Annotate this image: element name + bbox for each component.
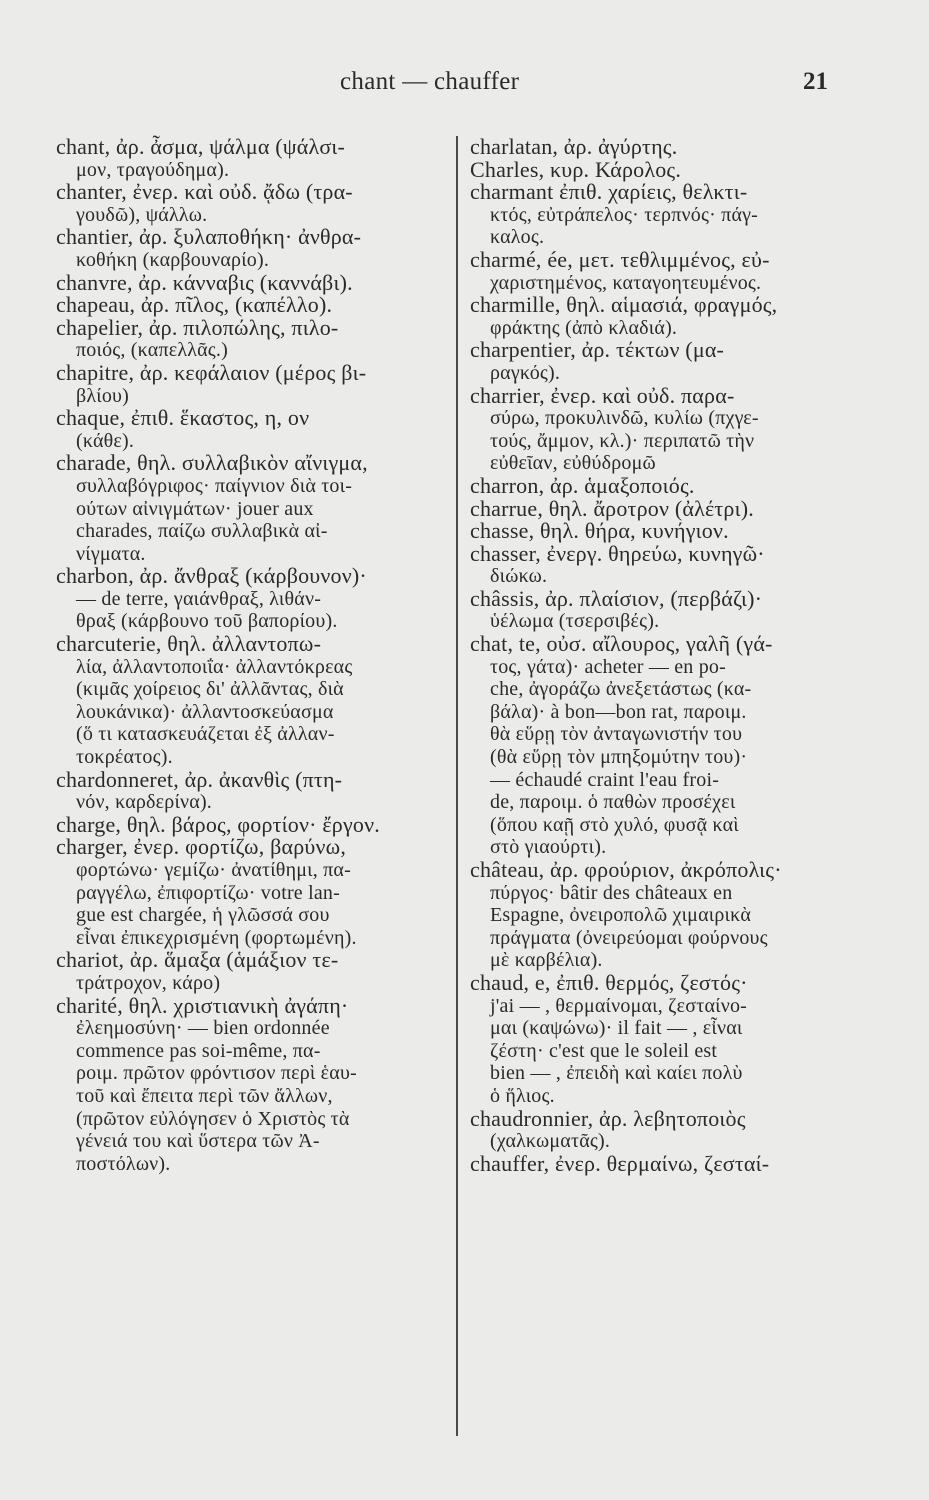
entry-continuation: ούτων αἰνιγμάτων· jouer aux <box>76 497 314 520</box>
entry-headline: chasser, ἐνεργ. θηρεύω, κυνηγῶ· <box>470 540 765 566</box>
entry-continuation: ποστόλων). <box>76 1152 171 1175</box>
entry-continuation: bien — , ἐπειδὴ καὶ καίει πολὺ <box>490 1062 743 1085</box>
entry-headline: charpentier, ἀρ. τέκτων (μα- <box>470 337 725 363</box>
right-column <box>470 136 842 1175</box>
entry-continuation: (κάθε). <box>76 429 135 452</box>
entry-continuation: στὸ γιαούρτι). <box>490 836 607 859</box>
entry-continuation: τράτροχον, κάρο) <box>76 971 221 994</box>
running-head: chant — chauffer <box>340 68 520 95</box>
entry-headline: charge, θηλ. βάρος, φορτίον· ἔργον. <box>56 811 380 837</box>
entry-continuation: κοθήκη (καρβουναρίο). <box>76 248 270 271</box>
entry-headline: chant, ἀρ. ἆσμα, ψάλμα (ψάλσι- <box>56 134 346 159</box>
entry-continuation: ραγγέλω, ἐπιφορτίζω· votre lan- <box>76 881 340 904</box>
entry-continuation: τούς, ἄμμον, κλ.)· περιπατῶ τὴν <box>490 429 755 452</box>
entry-continuation: συλλαβόγριφος· παίγνιον διὰ τοι- <box>76 474 353 497</box>
entry-continuation: τοκρέατος). <box>76 746 173 769</box>
entry-continuation: che, ἀγοράζω ἀνεξετάστως (κα- <box>490 678 752 701</box>
entry-continuation: γένειά του καὶ ὕστερα τῶν Ἀ- <box>76 1130 320 1153</box>
entry-continuation: εἶναι ἐπικεχρισμένη (φορτωμένη). <box>76 926 357 949</box>
entry-continuation: ζέστη· c'est que le soleil est <box>490 1039 718 1062</box>
entry-headline: chapelier, ἀρ. πιλοπώλης, πιλο- <box>56 314 339 340</box>
entry-continuation: de, παροιμ. ὁ παθὼν προσέχει <box>490 791 736 814</box>
entry-headline: châssis, ἀρ. πλαίσιον, (περβάζι)· <box>470 585 763 611</box>
entry-headline: Charles, κυρ. Κάρολος. <box>470 156 682 182</box>
entry-continuation: σύρω, προκυλινδῶ, κυλίω (πχγε- <box>490 407 759 430</box>
entry-continuation: gue est chargée, ἡ γλῶσσά σου <box>76 904 330 927</box>
page-header <box>0 64 929 104</box>
entry-headline: charade, θηλ. συλλαβικὸν αἴνιγμα, <box>56 450 368 476</box>
entry-continuation: ὑέλωμα (τσερσιβές). <box>490 610 660 633</box>
entry-continuation: μαι (καψώνω)· il fait — , εἶναι <box>490 1017 743 1040</box>
entry-headline: charlatan, ἀρ. ἀγύρτης. <box>470 134 678 159</box>
entry-continuation: ὁ ἥλιος. <box>490 1084 555 1107</box>
entry-continuation: γουδῶ), ψάλλω. <box>76 203 208 226</box>
entry-headline: charrier, ἐνερ. καὶ οὐδ. παρα- <box>470 382 735 408</box>
entry-headline: chasse, θηλ. θήρα, κυνήγιον. <box>470 518 729 544</box>
entry-headline: charmille, θηλ. αἱμασιά, φραγμός, <box>470 292 778 318</box>
entry-continuation: βλίου) <box>76 384 130 407</box>
entry-headline: chardonneret, ἀρ. ἀκανθὶς (πτη- <box>56 766 343 792</box>
column-divider <box>456 136 458 1436</box>
entry-headline: chapitre, ἀρ. κεφάλαιον (μέρος βι- <box>56 359 367 385</box>
entry-headline: chaque, ἐπιθ. ἕκαστος, η, ον <box>56 405 310 431</box>
entry-continuation: (χαλκωματᾶς). <box>490 1130 611 1153</box>
entry-continuation: θραξ (κάρβουνο τοῦ βαπορίου). <box>76 610 338 633</box>
entry-continuation: τος, γάτα)· acheter — en po- <box>490 655 726 678</box>
entry-continuation: νόν, καρδερίνα). <box>76 791 213 814</box>
entry-continuation: charades, παίζω συλλαβικὰ αἰ- <box>76 520 328 543</box>
entry-continuation: (κιμᾶς χοίρειος δι' ἀλλᾶντας, διὰ <box>76 678 344 701</box>
entry-continuation: (θὰ εὕρῃ τὸν μπηξομύτην του)· <box>490 746 748 769</box>
entry-headline: chanvre, ἀρ. κάνναβις (καννάβι). <box>56 269 353 295</box>
entry-headline: chapeau, ἀρ. πῖλος, (καπέλλο). <box>56 292 333 318</box>
entry-continuation: (ὅ τι κατασκευάζεται ἐξ ἀλλαν- <box>76 723 335 746</box>
entry-continuation: — de terre, γαιάνθραξ, λιθάν- <box>76 587 322 610</box>
entry-continuation: φράκτης (ἀπὸ κλαδιά). <box>490 316 678 339</box>
entry-continuation: λία, ἀλλαντοποιΐα· ἀλλαντόκρεας <box>76 655 353 678</box>
entry-continuation: ἐλεημοσύνη· — bien ordonnée <box>76 1017 330 1040</box>
entry-continuation: εὐθεῖαν, εὐθύδρομῶ <box>490 452 656 475</box>
entry-continuation: πράγματα (ὀνειρεύομαι φούρνους <box>490 926 768 949</box>
entry-headline: chantier, ἀρ. ξυλαποθήκη· ἀνθρα- <box>56 224 362 250</box>
entry-continuation: νίγματα. <box>76 542 146 565</box>
entry-continuation: κτός, εὐτράπελος· τερπνός· πάγ- <box>490 203 759 226</box>
entry-continuation: ποιός, (καπελλᾶς.) <box>76 339 228 362</box>
entry-headline: charger, ἐνερ. φορτίζω, βαρύνω, <box>56 834 347 860</box>
entry-continuation: καλος. <box>490 226 545 249</box>
entry-headline: chauffer, ἐνερ. θερμαίνω, ζεσταί- <box>470 1150 770 1176</box>
entry-headline: chat, te, οὐσ. αἴλουρος, γαλῆ (γά- <box>470 631 773 657</box>
entry-continuation: j'ai — , θερμαίνομαι, ζεσταίνο- <box>490 994 748 1017</box>
entry-continuation: — échaudé craint l'eau froi- <box>490 768 720 791</box>
entry-headline: charbon, ἀρ. ἄνθραξ (κάρβουνον)· <box>56 563 367 589</box>
entry-headline: charrue, θηλ. ἄροτρον (ἀλέτρι). <box>470 495 754 521</box>
entry-continuation: θὰ εὕρῃ τὸν ἀνταγωνιστήν του <box>490 723 743 746</box>
entry-headline: charmé, ée, μετ. τεθλιμμένος, εὐ- <box>470 246 770 272</box>
left-column <box>56 136 446 1175</box>
entry-headline: chanter, ἐνερ. καὶ οὐδ. ᾄδω (τρα- <box>56 179 353 205</box>
entry-continuation: ροιμ. πρῶτον φρόντισον περὶ ἑαυ- <box>76 1062 357 1085</box>
entry-continuation: πύργος· bâtir des châteaux en <box>490 881 733 904</box>
entry-headline: charron, ἀρ. ἁμαξοποιός. <box>470 472 695 498</box>
entry-headline: chaudronnier, ἀρ. λεβητοποιὸς <box>470 1105 746 1131</box>
entry-continuation: Espagne, ὀνειροπολῶ χιμαιρικὰ <box>490 904 752 927</box>
entry-continuation: ραγκός). <box>490 361 561 384</box>
entry-headline: charcuterie, θηλ. ἀλλαντοπω- <box>56 631 322 657</box>
entry-continuation: τοῦ καὶ ἔπειτα περὶ τῶν ἄλλων, <box>76 1084 333 1107</box>
entry-headline: charmant ἐπιθ. χαρίεις, θελκτι- <box>470 179 748 205</box>
entry-continuation: λουκάνικα)· ἀλλαντοσκεύασμα <box>76 700 334 723</box>
entry-continuation: (πρῶτον εὐλόγησεν ὁ Χριστὸς τὰ <box>76 1107 350 1130</box>
entry-continuation: μον, τραγούδημα). <box>76 158 230 181</box>
entry-continuation: φορτώνω· γεμίζω· ἀνατίθημι, πα- <box>76 859 351 881</box>
entry-headline: charité, θηλ. χριστιανικὴ ἀγάπη· <box>56 992 349 1018</box>
entry-continuation: (ὅπου καῇ στὸ χυλό, φυσᾷ καὶ <box>490 813 739 836</box>
entry-continuation: βάλα)· à bon—bon rat, παροιμ. <box>490 700 747 723</box>
entry-headline: chariot, ἀρ. ἅμαξα (ἁμάξιον τε- <box>56 947 339 973</box>
entry-continuation: χαριστημένος, καταγοητευμένος. <box>490 271 762 294</box>
entry-continuation: διώκω. <box>490 565 548 588</box>
page-number: 21 <box>803 68 828 95</box>
entry-headline: château, ἀρ. φρούριον, ἀκρόπολις· <box>470 857 782 882</box>
entry-continuation: commence pas soi-même, πα- <box>76 1039 321 1062</box>
entry-headline: chaud, e, ἐπιθ. θερμός, ζεστός· <box>470 969 748 995</box>
entry-continuation: μὲ καρβέλια). <box>490 949 603 972</box>
